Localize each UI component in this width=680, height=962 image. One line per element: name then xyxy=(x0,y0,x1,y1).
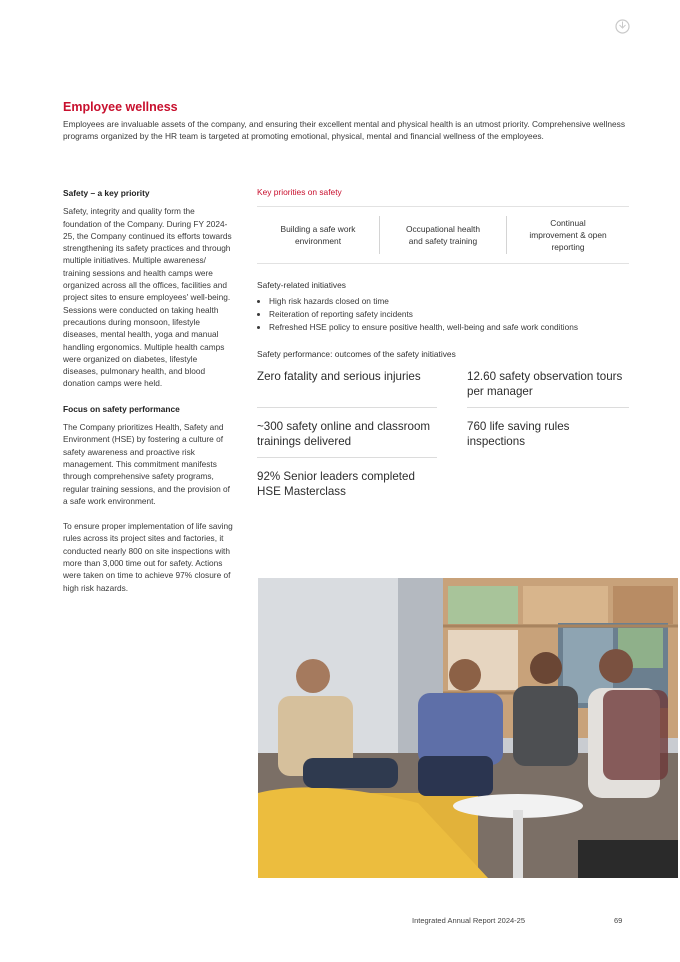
section-intro: Employees are invaluable assets of the company, and ensuring their excellent mental and physical health is an utmost priority. Comprehensive wellness programs organized by the HR team is targeted at promoting emotional, physical, mental and financial wellness of the employees. xyxy=(63,119,626,141)
focus-body-2: To ensure proper implementation of life saving rules across its project sites and factories, it conducted nearly 800 on site inspections with more than 3,000 time out for safety. Actions were taken on time to achieve 97% closure of high risk hazards. xyxy=(63,521,233,593)
performance-stats xyxy=(257,369,629,518)
section-title: Employee wellness xyxy=(63,100,178,114)
initiatives-list xyxy=(257,296,629,333)
list-item: • Reiteration of reporting safety incidents xyxy=(269,309,629,321)
footer-report-title: Integrated Annual Report 2024-25 xyxy=(412,916,526,925)
right-column xyxy=(257,187,629,518)
page-number: 69 xyxy=(614,916,623,925)
focus-heading: Focus on safety performance xyxy=(63,403,180,414)
initiatives-title: Safety-related initiatives xyxy=(257,280,346,290)
stat-fatality: Zero fatality and serious injuries xyxy=(257,369,437,408)
key-priority-item: Continual improvement & open reporting xyxy=(529,218,607,252)
focus-body-1: The Company prioritizes Health, Safety and Environment (HSE) by fostering a culture of safety awareness and proactive risk management. This commitment manifests through comprehensive safety programs, regular training sessions, and the provision of a safe work environment. xyxy=(63,422,230,506)
key-priorities-title: Key priorities on safety xyxy=(257,187,342,197)
stat-inspections: 760 life saving rules inspections xyxy=(467,420,570,449)
safety-heading: Safety – a key priority xyxy=(63,188,150,198)
stat-observation-tours: 12.60 safety observation tours per manager xyxy=(467,369,629,408)
stat-masterclass: 92% Senior leaders completed HSE Masterclass xyxy=(257,470,415,499)
key-priorities-box xyxy=(257,206,629,264)
performance-title: Safety performance: outcomes of the safety initiatives xyxy=(257,349,456,360)
list-item: • Refreshed HSE policy to ensure positive health, well-being and safe work conditions xyxy=(269,322,589,334)
key-priority-item: Building a safe work environment xyxy=(280,224,356,246)
brand-logo-icon xyxy=(614,18,631,35)
left-column xyxy=(63,187,233,607)
stat-trainings: ~300 safety online and classroom trainings delivered xyxy=(257,419,437,458)
list-item: • High risk hazards closed on time xyxy=(269,296,629,308)
safety-body: Safety, integrity and quality form the foundation of the Company. During FY 2024-25, the Company continued its efforts towards strengthening its safety practices and through multiple initiatives. Multiple awareness/ training sessions and health camps were organized across all the offices, facilities and project sites to ensure employees' well-being. Sessions were conducted on taking health precautions during monsoon, lifestyle diseases, mental health, yoga and manual handling ergonomics. Multiple health camps were organized on diabetes, lifestyle diseases, pulmonary health, and blood donation camps were held. xyxy=(63,206,232,389)
key-priority-item: Occupational health and safety training xyxy=(405,224,481,246)
team-photo xyxy=(258,578,678,878)
